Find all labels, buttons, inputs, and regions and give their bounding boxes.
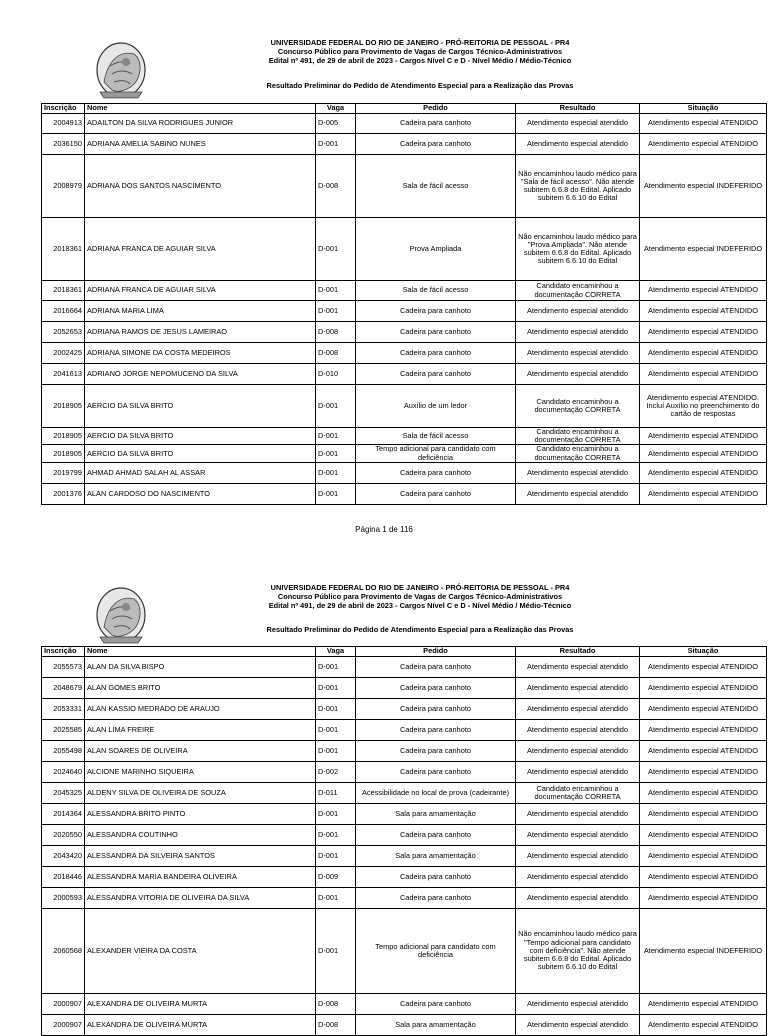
cell-inscricao: 2016664 xyxy=(42,301,85,322)
cell-pedido: Cadeira para canhoto xyxy=(356,483,516,504)
cell-resultado: Não encaminhou laudo médico para "Sala de fácil acesso". Não atende subitem 6.6.8 do Edital. Aplicado subitem 6.6.10 do Edital xyxy=(516,155,640,218)
cell-nome: ADRIANA RAMOS DE JESUS LAMEIRAO xyxy=(85,322,316,343)
cell-resultado: Atendimento especial atendido xyxy=(516,741,640,762)
cell-inscricao: 2048679 xyxy=(42,678,85,699)
cell-pedido: Cadeira para canhoto xyxy=(356,322,516,343)
cell-pedido: Sala de fácil acesso xyxy=(356,428,516,445)
cell-resultado: Atendimento especial atendido xyxy=(516,994,640,1015)
col-pedido: Pedido xyxy=(356,647,516,657)
cell-situacao: Atendimento especial ATENDIDO xyxy=(640,1015,767,1036)
table-row xyxy=(42,909,767,994)
header-line-edital: Edital nº 491, de 29 de abril de 2023 - Cargos Nível C e D - Nível Médio / Médio-Técnico xyxy=(268,56,572,65)
col-nome: Nome xyxy=(85,647,316,657)
cell-inscricao: 2024640 xyxy=(42,762,85,783)
cell-resultado: Atendimento especial atendido xyxy=(516,804,640,825)
table-row xyxy=(42,301,767,322)
header-line-university: UNIVERSIDADE FEDERAL DO RIO DE JANEIRO - PRÓ-REITORIA DE PESSOAL - PR4 xyxy=(270,583,570,592)
cell-situacao: Atendimento especial ATENDIDO xyxy=(640,699,767,720)
cell-pedido: Cadeira para canhoto xyxy=(356,741,516,762)
cell-resultado: Candidato encaminhou a documentação CORRETA xyxy=(516,783,640,804)
cell-nome: AERCIO DA SILVA BRITO xyxy=(85,385,316,428)
cell-vaga: D-001 xyxy=(316,281,356,301)
cell-vaga: D-001 xyxy=(316,445,356,462)
cell-situacao: Atendimento especial ATENDIDO xyxy=(640,804,767,825)
cell-vaga: D-001 xyxy=(316,301,356,322)
cell-inscricao: 2001376 xyxy=(42,483,85,504)
table-row xyxy=(42,1015,767,1036)
cell-situacao: Atendimento especial ATENDIDO xyxy=(640,720,767,741)
cell-inscricao: 2055498 xyxy=(42,741,85,762)
cell-situacao: Atendimento especial ATENDIDO xyxy=(640,343,767,364)
cell-situacao: Atendimento especial ATENDIDO xyxy=(640,888,767,909)
cell-nome: ALDENY SILVA DE OLIVEIRA DE SOUZA xyxy=(85,783,316,804)
cell-situacao: Atendimento especial ATENDIDO xyxy=(640,867,767,888)
cell-vaga: D-001 xyxy=(316,846,356,867)
cell-situacao: Atendimento especial ATENDIDO xyxy=(640,741,767,762)
cell-pedido: Cadeira para canhoto xyxy=(356,867,516,888)
table-row xyxy=(42,699,767,720)
cell-nome: ALEXANDRA DE OLIVEIRA MURTA xyxy=(85,994,316,1015)
cell-nome: ADRIANA FRANCA DE AGUIAR SILVA xyxy=(85,218,316,281)
header-line-contest: Concurso Público para Provimento de Vagas de Cargos Técnico-Administrativos xyxy=(277,47,563,56)
document-header xyxy=(150,38,690,65)
cell-vaga: D-001 xyxy=(316,825,356,846)
cell-pedido: Cadeira para canhoto xyxy=(356,699,516,720)
cell-resultado: Atendimento especial atendido xyxy=(516,720,640,741)
cell-nome: ALESSANDRA DA SILVEIRA SANTOS xyxy=(85,846,316,867)
page-number-footer: Página 1 de 116 xyxy=(355,525,413,534)
cell-inscricao: 2004913 xyxy=(42,114,85,134)
cell-vaga: D-008 xyxy=(316,1015,356,1036)
table-row xyxy=(42,364,767,385)
cell-nome: ALAN CARDOSO DO NASCIMENTO xyxy=(85,483,316,504)
cell-situacao: Atendimento especial ATENDIDO xyxy=(640,762,767,783)
cell-inscricao: 2036150 xyxy=(42,134,85,155)
cell-resultado: Atendimento especial atendido xyxy=(516,825,640,846)
cell-pedido: Cadeira para canhoto xyxy=(356,762,516,783)
cell-pedido: Sala de fácil acesso xyxy=(356,281,516,301)
cell-vaga: D-001 xyxy=(316,888,356,909)
cell-situacao: Atendimento especial ATENDIDO xyxy=(640,657,767,678)
cell-pedido: Cadeira para canhoto xyxy=(356,114,516,134)
cell-situacao: Atendimento especial ATENDIDO xyxy=(640,483,767,504)
table-row xyxy=(42,657,767,678)
cell-resultado: Atendimento especial atendido xyxy=(516,483,640,504)
table-row xyxy=(42,445,767,462)
cell-vaga: D-001 xyxy=(316,134,356,155)
cell-inscricao: 2019799 xyxy=(42,462,85,483)
header-line-contest: Concurso Público para Provimento de Vagas de Cargos Técnico-Administrativos xyxy=(277,592,563,601)
cell-vaga: D-008 xyxy=(316,994,356,1015)
table-row xyxy=(42,720,767,741)
cell-situacao: Atendimento especial ATENDIDO xyxy=(640,462,767,483)
table-row xyxy=(42,994,767,1015)
cell-nome: ALESSANDRA MARIA BANDEIRA OLIVEIRA xyxy=(85,867,316,888)
cell-inscricao: 2055573 xyxy=(42,657,85,678)
cell-pedido: Auxílio de um ledor xyxy=(356,385,516,428)
cell-resultado: Atendimento especial atendido xyxy=(516,846,640,867)
cell-resultado: Atendimento especial atendido xyxy=(516,867,640,888)
ufrj-seal-logo xyxy=(90,40,152,102)
cell-nome: ALCIONE MARINHO SIQUEIRA xyxy=(85,762,316,783)
cell-resultado: Candidato encaminhou a documentação CORRETA xyxy=(516,281,640,301)
table-row xyxy=(42,888,767,909)
cell-pedido: Tempo adicional para candidato com deficiência xyxy=(356,909,516,994)
cell-inscricao: 2000593 xyxy=(42,888,85,909)
cell-vaga: D-010 xyxy=(316,364,356,385)
cell-situacao: Atendimento especial ATENDIDO. Incluí Auxílio no preenchimento do cartão de respostas xyxy=(640,385,767,428)
cell-pedido: Cadeira para canhoto xyxy=(356,364,516,385)
cell-inscricao: 2060568 xyxy=(42,909,85,994)
cell-nome: ALESSANDRA VITORIA DE OLIVEIRA DA SILVA xyxy=(85,888,316,909)
cell-situacao: Atendimento especial ATENDIDO xyxy=(640,994,767,1015)
cell-vaga: D-001 xyxy=(316,657,356,678)
cell-inscricao: 2008979 xyxy=(42,155,85,218)
col-pedido: Pedido xyxy=(356,104,516,114)
cell-vaga: D-008 xyxy=(316,322,356,343)
document-subtitle: Resultado Preliminar do Pedido de Atendimento Especial para a Realização das Provas xyxy=(266,625,574,634)
cell-vaga: D-001 xyxy=(316,218,356,281)
cell-pedido: Cadeira para canhoto xyxy=(356,888,516,909)
cell-inscricao: 2014364 xyxy=(42,804,85,825)
table-row xyxy=(42,867,767,888)
results-table-page-2 xyxy=(41,646,767,1036)
cell-nome: ADRIANA FRANCA DE AGUIAR SILVA xyxy=(85,281,316,301)
cell-nome: ALAN SOARES DE OLIVEIRA xyxy=(85,741,316,762)
cell-situacao: Atendimento especial ATENDIDO xyxy=(640,678,767,699)
header-line-university: UNIVERSIDADE FEDERAL DO RIO DE JANEIRO - PRÓ-REITORIA DE PESSOAL - PR4 xyxy=(270,38,570,47)
cell-situacao: Atendimento especial ATENDIDO xyxy=(640,783,767,804)
header-line-edital: Edital nº 491, de 29 de abril de 2023 - Cargos Nível C e D - Nível Médio / Médio-Técnico xyxy=(268,601,572,610)
cell-pedido: Cadeira para canhoto xyxy=(356,657,516,678)
col-resultado: Resultado xyxy=(516,104,640,114)
cell-vaga: D-009 xyxy=(316,867,356,888)
cell-resultado: Atendimento especial atendido xyxy=(516,1015,640,1036)
cell-vaga: D-001 xyxy=(316,804,356,825)
cell-resultado: Atendimento especial atendido xyxy=(516,678,640,699)
cell-vaga: D-001 xyxy=(316,720,356,741)
cell-situacao: Atendimento especial INDEFERIDO xyxy=(640,909,767,994)
cell-vaga: D-001 xyxy=(316,741,356,762)
cell-nome: AHMAD AHMAD SALAH AL ASSAR xyxy=(85,462,316,483)
cell-pedido: Sala para amamentação xyxy=(356,1015,516,1036)
cell-vaga: D-001 xyxy=(316,385,356,428)
cell-resultado: Atendimento especial atendido xyxy=(516,134,640,155)
table-header-row xyxy=(42,104,767,114)
cell-vaga: D-001 xyxy=(316,678,356,699)
table-row xyxy=(42,322,767,343)
table-row xyxy=(42,762,767,783)
cell-pedido: Cadeira para canhoto xyxy=(356,301,516,322)
cell-vaga: D-011 xyxy=(316,783,356,804)
cell-nome: AERCIO DA SILVA BRITO xyxy=(85,445,316,462)
cell-inscricao: 2018361 xyxy=(42,218,85,281)
cell-situacao: Atendimento especial INDEFERIDO xyxy=(640,155,767,218)
cell-situacao: Atendimento especial ATENDIDO xyxy=(640,114,767,134)
cell-nome: ALAN KASSIO MEDRADO DE ARAUJO xyxy=(85,699,316,720)
cell-nome: ADRIANA MARIA LIMA xyxy=(85,301,316,322)
cell-nome: ALEXANDRA DE OLIVEIRA MURTA xyxy=(85,1015,316,1036)
table-header-row xyxy=(42,647,767,657)
cell-situacao: Atendimento especial ATENDIDO xyxy=(640,281,767,301)
cell-inscricao: 2000907 xyxy=(42,1015,85,1036)
table-row xyxy=(42,825,767,846)
cell-nome: ALAN GOMES BRITO xyxy=(85,678,316,699)
ufrj-seal-logo xyxy=(90,585,152,647)
table-row xyxy=(42,385,767,428)
cell-situacao: Atendimento especial ATENDIDO xyxy=(640,134,767,155)
cell-situacao: Atendimento especial ATENDIDO xyxy=(640,301,767,322)
cell-resultado: Não encaminhou laudo médico para "Prova Ampliada". Não atende subitem 6.6.8 do Edital. Aplicado subitem 6.6.10 do Edital xyxy=(516,218,640,281)
cell-resultado: Atendimento especial atendido xyxy=(516,888,640,909)
cell-pedido: Cadeira para canhoto xyxy=(356,462,516,483)
cell-resultado: Atendimento especial atendido xyxy=(516,343,640,364)
results-table-page-1 xyxy=(41,103,767,505)
table-row xyxy=(42,343,767,364)
cell-nome: AERCIO DA SILVA BRITO xyxy=(85,428,316,445)
cell-pedido: Cadeira para canhoto xyxy=(356,134,516,155)
col-inscricao: Inscrição xyxy=(42,647,85,657)
table-row xyxy=(42,428,767,445)
cell-situacao: Atendimento especial ATENDIDO xyxy=(640,825,767,846)
cell-vaga: D-001 xyxy=(316,699,356,720)
cell-pedido: Tempo adicional para candidato com deficiência xyxy=(356,445,516,462)
cell-situacao: Atendimento especial ATENDIDO xyxy=(640,428,767,445)
col-situacao: Situação xyxy=(640,647,767,657)
cell-pedido: Cadeira para canhoto xyxy=(356,825,516,846)
cell-inscricao: 2041613 xyxy=(42,364,85,385)
table-row xyxy=(42,155,767,218)
cell-nome: ADRIANA SIMONE DA COSTA MEDEIROS xyxy=(85,343,316,364)
cell-inscricao: 2000907 xyxy=(42,994,85,1015)
table-row xyxy=(42,114,767,134)
cell-vaga: D-008 xyxy=(316,343,356,364)
col-situacao: Situação xyxy=(640,104,767,114)
cell-resultado: Atendimento especial atendido xyxy=(516,699,640,720)
cell-inscricao: 2053331 xyxy=(42,699,85,720)
cell-situacao: Atendimento especial ATENDIDO xyxy=(640,846,767,867)
table-row xyxy=(42,783,767,804)
cell-vaga: D-008 xyxy=(316,155,356,218)
cell-inscricao: 2025585 xyxy=(42,720,85,741)
cell-inscricao: 2045325 xyxy=(42,783,85,804)
cell-vaga: D-002 xyxy=(316,762,356,783)
table-row xyxy=(42,678,767,699)
col-vaga: Vaga xyxy=(316,104,356,114)
table-row xyxy=(42,134,767,155)
cell-inscricao: 2018446 xyxy=(42,867,85,888)
cell-vaga: D-005 xyxy=(316,114,356,134)
cell-resultado: Candidato encaminhou a documentação CORRETA xyxy=(516,428,640,445)
cell-inscricao: 2043420 xyxy=(42,846,85,867)
cell-nome: ADAILTON DA SILVA RODRIGUES JUNIOR xyxy=(85,114,316,134)
document-header xyxy=(150,583,690,610)
cell-inscricao: 2002425 xyxy=(42,343,85,364)
cell-pedido: Cadeira para canhoto xyxy=(356,678,516,699)
cell-situacao: Atendimento especial ATENDIDO xyxy=(640,364,767,385)
cell-pedido: Acessibilidade no local de prova (cadeirante) xyxy=(356,783,516,804)
cell-resultado: Não encaminhou laudo médico para "Tempo adicional para candidato com deficiência". Não atende subitem 6.6.8 do Edital. Aplicado subitem 6.6.10 do Edital xyxy=(516,909,640,994)
document-subtitle: Resultado Preliminar do Pedido de Atendimento Especial para a Realização das Provas xyxy=(266,81,574,90)
cell-inscricao: 2018361 xyxy=(42,281,85,301)
cell-resultado: Atendimento especial atendido xyxy=(516,462,640,483)
cell-vaga: D-001 xyxy=(316,428,356,445)
cell-inscricao: 2052653 xyxy=(42,322,85,343)
cell-pedido: Cadeira para canhoto xyxy=(356,994,516,1015)
cell-nome: ALESSANDRA COUTINHO xyxy=(85,825,316,846)
col-resultado: Resultado xyxy=(516,647,640,657)
table-row xyxy=(42,741,767,762)
cell-nome: ALEXANDER VIEIRA DA COSTA xyxy=(85,909,316,994)
cell-inscricao: 2020550 xyxy=(42,825,85,846)
table-row xyxy=(42,462,767,483)
cell-nome: ALESSANDRA BRITO PINTO xyxy=(85,804,316,825)
cell-inscricao: 2018905 xyxy=(42,445,85,462)
cell-resultado: Candidato encaminhou a documentação CORRETA xyxy=(516,445,640,462)
cell-pedido: Prova Ampliada xyxy=(356,218,516,281)
cell-resultado: Atendimento especial atendido xyxy=(516,114,640,134)
cell-vaga: D-001 xyxy=(316,909,356,994)
col-vaga: Vaga xyxy=(316,647,356,657)
cell-nome: ADRIANA AMELIA SABINO NUNES xyxy=(85,134,316,155)
cell-pedido: Sala para amamentação xyxy=(356,846,516,867)
table-row xyxy=(42,281,767,301)
table-row xyxy=(42,218,767,281)
cell-vaga: D-001 xyxy=(316,462,356,483)
col-nome: Nome xyxy=(85,104,316,114)
cell-pedido: Cadeira para canhoto xyxy=(356,343,516,364)
cell-nome: ALAN DA SILVA BISPO xyxy=(85,657,316,678)
cell-situacao: Atendimento especial INDEFERIDO xyxy=(640,218,767,281)
table-row xyxy=(42,846,767,867)
cell-inscricao: 2018905 xyxy=(42,428,85,445)
cell-resultado: Atendimento especial atendido xyxy=(516,657,640,678)
cell-resultado: Atendimento especial atendido xyxy=(516,301,640,322)
cell-resultado: Candidato encaminhou a documentação CORRETA xyxy=(516,385,640,428)
table-row xyxy=(42,483,767,504)
cell-vaga: D-001 xyxy=(316,483,356,504)
cell-inscricao: 2018905 xyxy=(42,385,85,428)
cell-pedido: Sala de fácil acesso xyxy=(356,155,516,218)
cell-nome: ADRIANA DOS SANTOS NASCIMENTO xyxy=(85,155,316,218)
cell-pedido: Cadeira para canhoto xyxy=(356,720,516,741)
cell-situacao: Atendimento especial ATENDIDO xyxy=(640,445,767,462)
cell-situacao: Atendimento especial ATENDIDO xyxy=(640,322,767,343)
cell-resultado: Atendimento especial atendido xyxy=(516,322,640,343)
cell-nome: ALAN LIMA FREIRE xyxy=(85,720,316,741)
cell-resultado: Atendimento especial atendido xyxy=(516,762,640,783)
cell-pedido: Sala para amamentação xyxy=(356,804,516,825)
table-row xyxy=(42,804,767,825)
cell-resultado: Atendimento especial atendido xyxy=(516,364,640,385)
cell-nome: ADRIANO JORGE NEPOMUCENO DA SILVA xyxy=(85,364,316,385)
col-inscricao: Inscrição xyxy=(42,104,85,114)
